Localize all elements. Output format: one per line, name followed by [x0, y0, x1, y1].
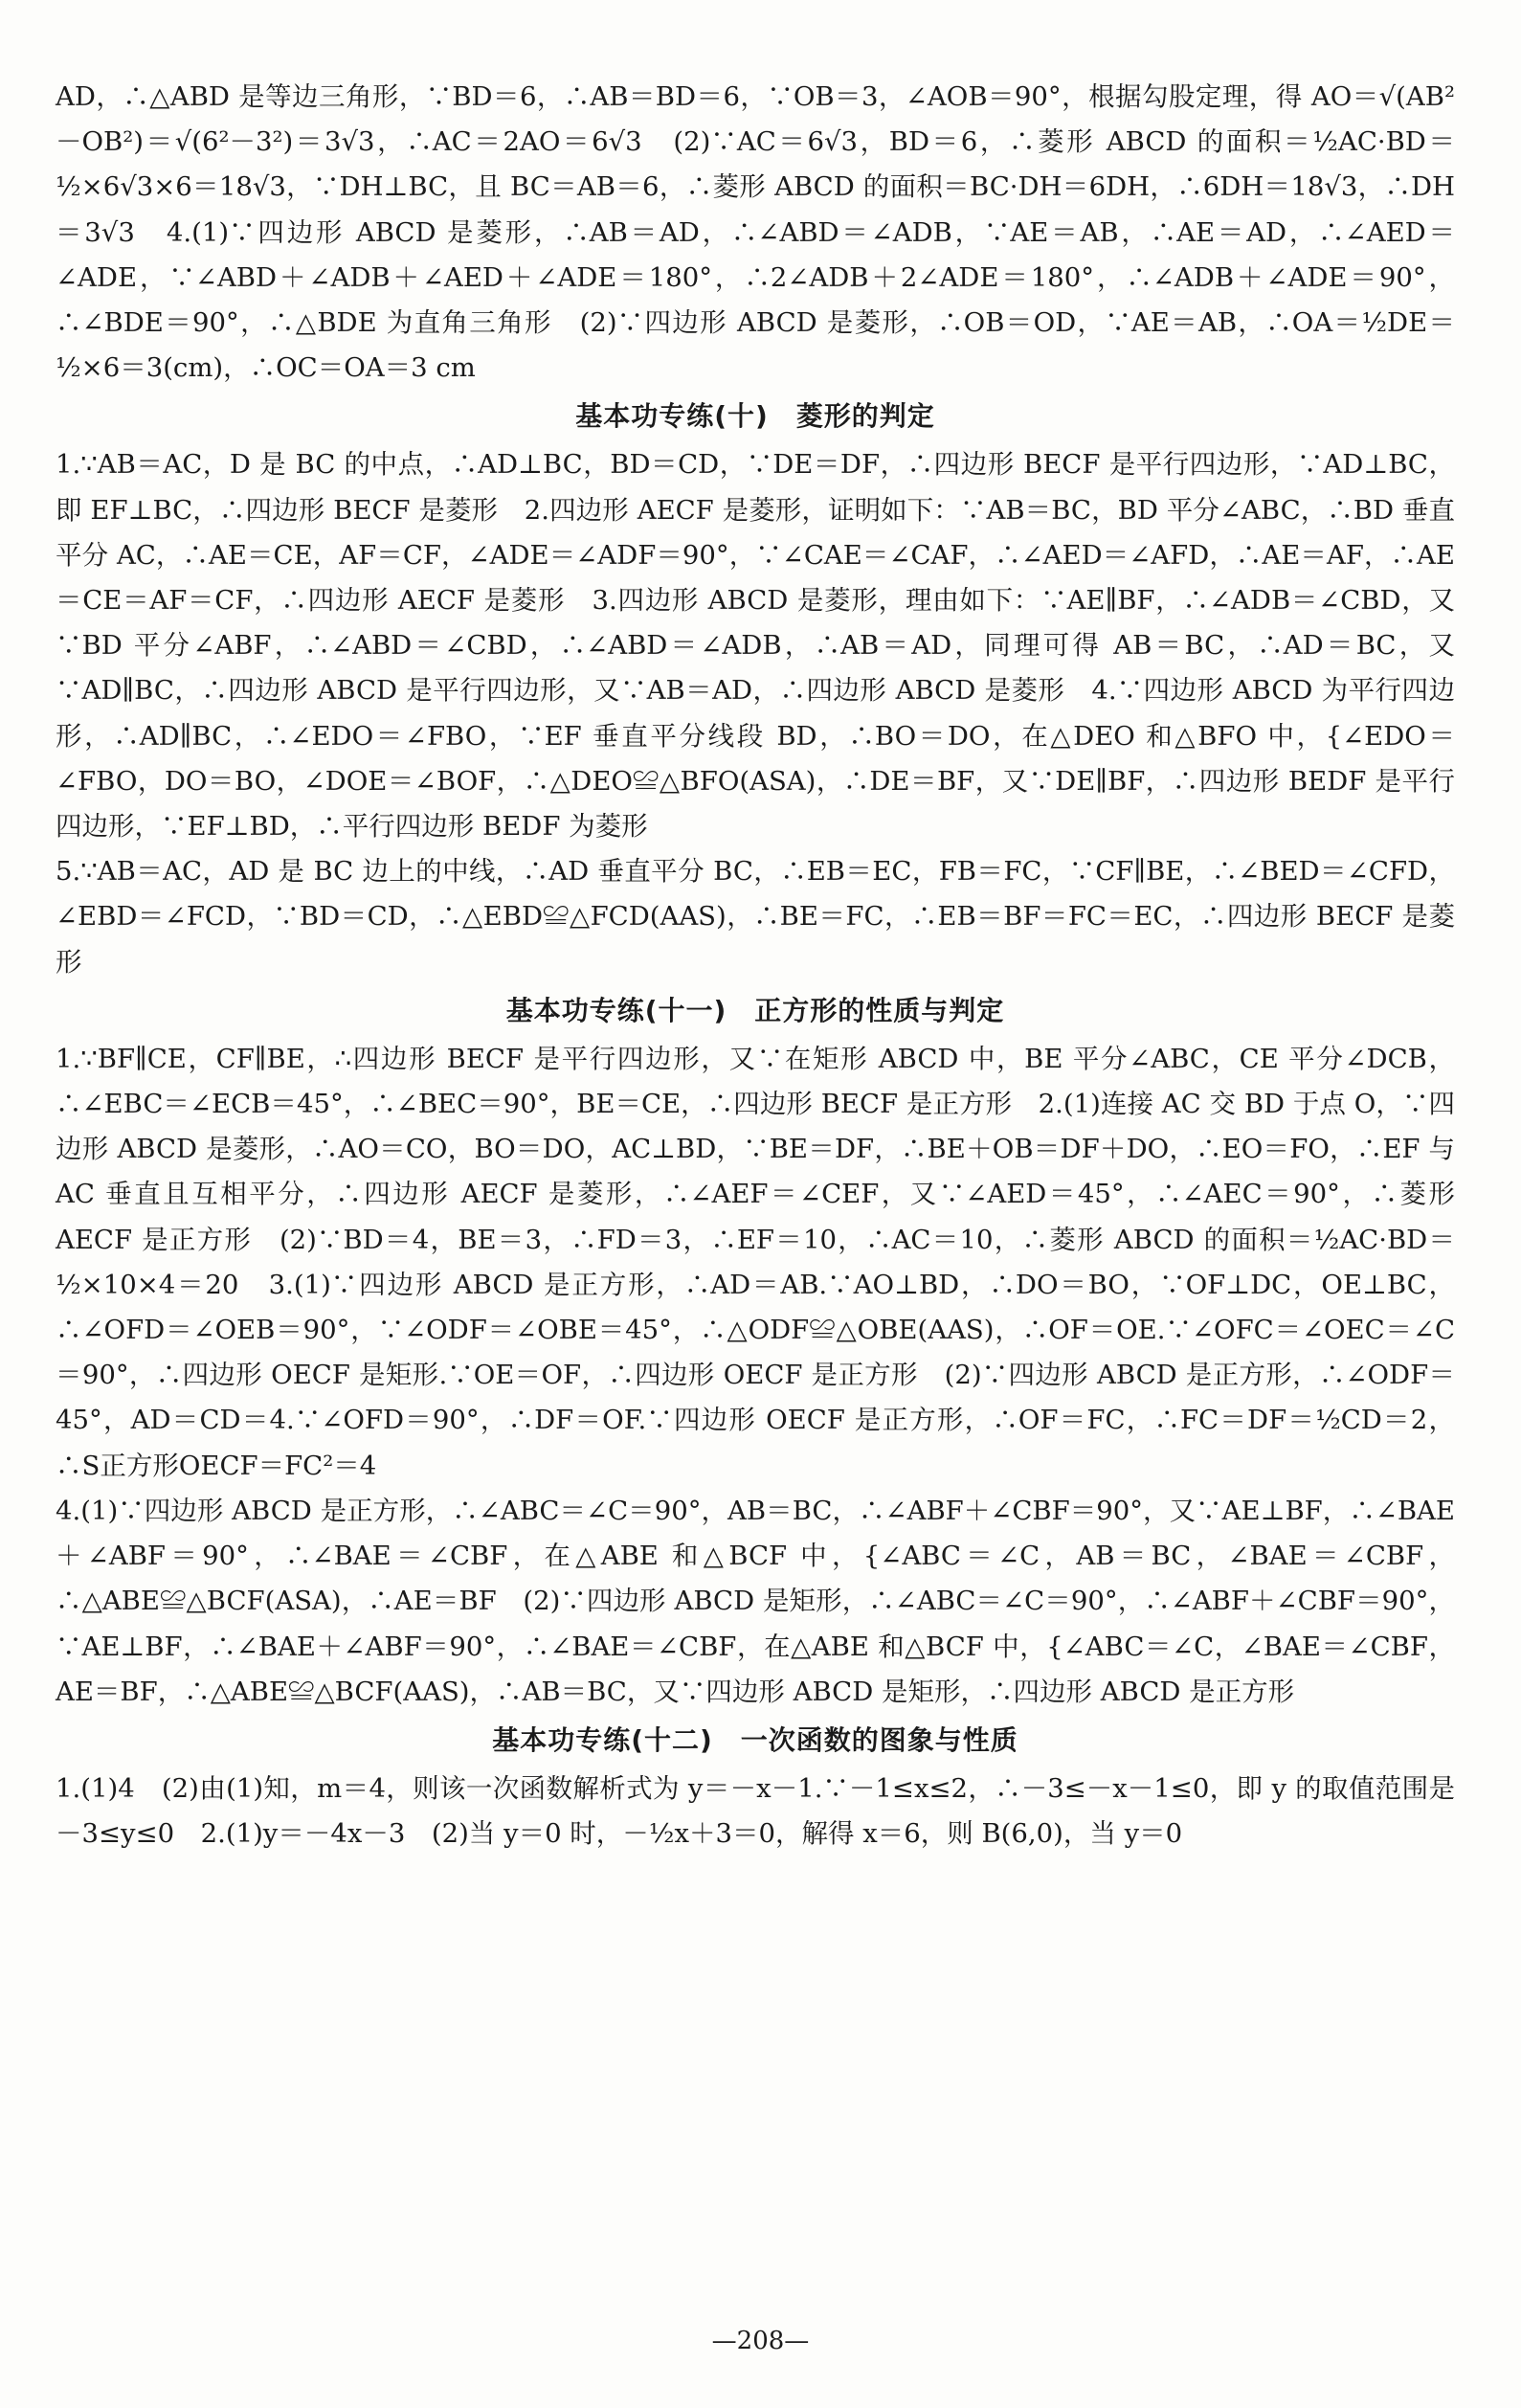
answer-content: [56, 75, 1455, 1857]
paragraph: 1.(1)4 (2)由(1)知，m＝4，则该一次函数解析式为 y＝－x－1.∵－1≤x≤2，∴－3≤－x－1≤0，即 y 的取值范围是－3≤y≤0 2.(1)y＝－4x－3 (2)当 y＝0 时，－½x＋3＝0，解得 x＝6，则 B(6,0)，当 y＝0: [56, 1772, 1455, 1850]
paragraph: 5.∵AB＝AC，AD 是 BC 边上的中线，∴AD 垂直平分 BC，∴EB＝EC，FB＝FC，∵CF∥BE，∴∠BED＝∠CFD，∠EBD＝∠FCD，∵BD＝CD，∴△EBD≌△FCD(AAS)，∴BE＝FC，∴EB＝BF＝FC＝EC，∴四边形 BECF 是菱形: [56, 856, 1455, 978]
paragraph: 4.(1)∵四边形 ABCD 是正方形，∴∠ABC＝∠C＝90°，AB＝BC，∴∠ABF＋∠CBF＝90°，又∵AE⊥BF，∴∠BAE＋∠ABF＝90°，∴∠BAE＝∠CBF，在△ABE 和△BCF 中，{∠ABC＝∠C，AB＝BC，∠BAE＝∠CBF，∴△ABE≌△BCF(ASA)，∴AE＝BF (2)∵四边形 ABCD 是矩形，∴∠ABC＝∠C＝90°，∴∠ABF＋∠CBF＝90°，∵AE⊥BF，∴∠BAE＋∠ABF＝90°，∴∠BAE＝∠CBF，在△ABE 和△BCF 中，{∠ABC＝∠C，∠BAE＝∠CBF，AE＝BF，∴△ABE≌△BCF(AAS)，∴AB＝BC，又∵四边形 ABCD 是矩形，∴四边形 ABCD 是正方形: [56, 1495, 1455, 1707]
page-number: —208—: [711, 2327, 810, 2355]
paragraph: 1.∵BF∥CE，CF∥BE，∴四边形 BECF 是平行四边形，又∵在矩形 ABCD 中，BE 平分∠ABC，CE 平分∠DCB，∴∠EBC＝∠ECB＝45°，∴∠BEC＝90°，BE＝CE，∴四边形 BECF 是正方形 2.(1)连接 AC 交 BD 于点 O，∵四边形 ABCD 是菱形，∴AO＝CO，BO＝DO，AC⊥BD，∵BE＝DF，∴BE＋OB＝DF＋DO，∴EO＝FO，∴EF 与 AC 垂直且互相平分，∴四边形 AECF 是菱形，∴∠AEF＝∠CEF，又∵∠AED＝45°，∴∠AEC＝90°，∴菱形 AECF 是正方形 (2)∵BD＝4，BE＝3，∴FD＝3，∴EF＝10，∴AC＝10，∴菱形 ABCD 的面积＝½AC·BD＝½×10×4＝20 3.(1)∵四边形 ABCD 是正方形，∴AD＝AB.∵AO⊥BD，∴DO＝BO，∵OF⊥DC，OE⊥BC，∴∠OFD＝∠OEB＝90°，∵∠ODF＝∠OBE＝45°，∴△ODF≌△OBE(AAS)，∴OF＝OE.∵∠OFC＝∠OEC＝∠C＝90°，∴四边形 OECF 是矩形.∵OE＝OF，∴四边形 OECF 是正方形 (2)∵四边形 ABCD 是正方形，∴∠ODF＝45°，AD＝CD＝4.∵∠OFD＝90°，∴DF＝OF.∵四边形 OECF 是正方形，∴OF＝FC，∴FC＝DF＝½CD＝2，∴S正方形OECF＝FC²＝4: [56, 1043, 1455, 1481]
section-heading-10: 基本功专练(十) 菱形的判定: [575, 400, 935, 433]
paragraph: AD，∴△ABD 是等边三角形，∵BD＝6，∴AB＝BD＝6，∵OB＝3，∠AOB＝90°，根据勾股定理，得 AO＝√(AB²－OB²)＝√(6²－3²)＝3√3，∴AC＝2AO＝6√3 (2)∵AC＝6√3，BD＝6，∴菱形 ABCD 的面积＝½AC·BD＝½×6√3×6＝18√3，∵DH⊥BC，且 BC＝AB＝6，∴菱形 ABCD 的面积＝BC·DH＝6DH，∴6DH＝18√3，∴DH＝3√3 4.(1)∵四边形 ABCD 是菱形，∴AB＝AD，∴∠ABD＝∠ADB，∵AE＝AB，∴AE＝AD，∴∠AED＝∠ADE，∵∠ABD＋∠ADB＋∠AED＋∠ADE＝180°，∴2∠ADB＋2∠ADE＝180°，∴∠ADB＋∠ADE＝90°，∴∠BDE＝90°，∴△BDE 为直角三角形 (2)∵四边形 ABCD 是菱形，∴OB＝OD，∵AE＝AB，∴OA＝½DE＝½×6＝3(cm)，∴OC＝OA＝3 cm: [56, 81, 1456, 384]
section-heading-12: 基本功专练(十二) 一次函数的图象与性质: [492, 1723, 1018, 1756]
paragraph: 1.∵AB＝AC，D 是 BC 的中点，∴AD⊥BC，BD＝CD，∵DE＝DF，∴四边形 BECF 是平行四边形，∵AD⊥BC，即 EF⊥BC，∴四边形 BECF 是菱形 2.四边形 AECF 是菱形，证明如下：∵AB＝BC，BD 平分∠ABC，∴BD 垂直平分 AC，∴AE＝CE，AF＝CF，∠ADE＝∠ADF＝90°，∵∠CAE＝∠CAF，∴∠AED＝∠AFD，∴AE＝AF，∴AE＝CE＝AF＝CF，∴四边形 AECF 是菱形 3.四边形 ABCD 是菱形，理由如下：∵AE∥BF，∴∠ADB＝∠CBD，又∵BD 平分∠ABF，∴∠ABD＝∠CBD，∴∠ABD＝∠ADB，∴AB＝AD，同理可得 AB＝BC，∴AD＝BC，又∵AD∥BC，∴四边形 ABCD 是平行四边形，又∵AB＝AD，∴四边形 ABCD 是菱形 4.∵四边形 ABCD 为平行四边形，∴AD∥BC，∴∠EDO＝∠FBO，∵EF 垂直平分线段 BD，∴BO＝DO，在△DEO 和△BFO 中，{∠EDO＝∠FBO，DO＝BO，∠DOE＝∠BOF，∴△DEO≌△BFO(ASA)，∴DE＝BF，又∵DE∥BF，∴四边形 BEDF 是平行四边形，∵EF⊥BD，∴平行四边形 BEDF 为菱形: [56, 449, 1455, 843]
section-heading-11: 基本功专练(十一) 正方形的性质与判定: [505, 994, 1005, 1026]
